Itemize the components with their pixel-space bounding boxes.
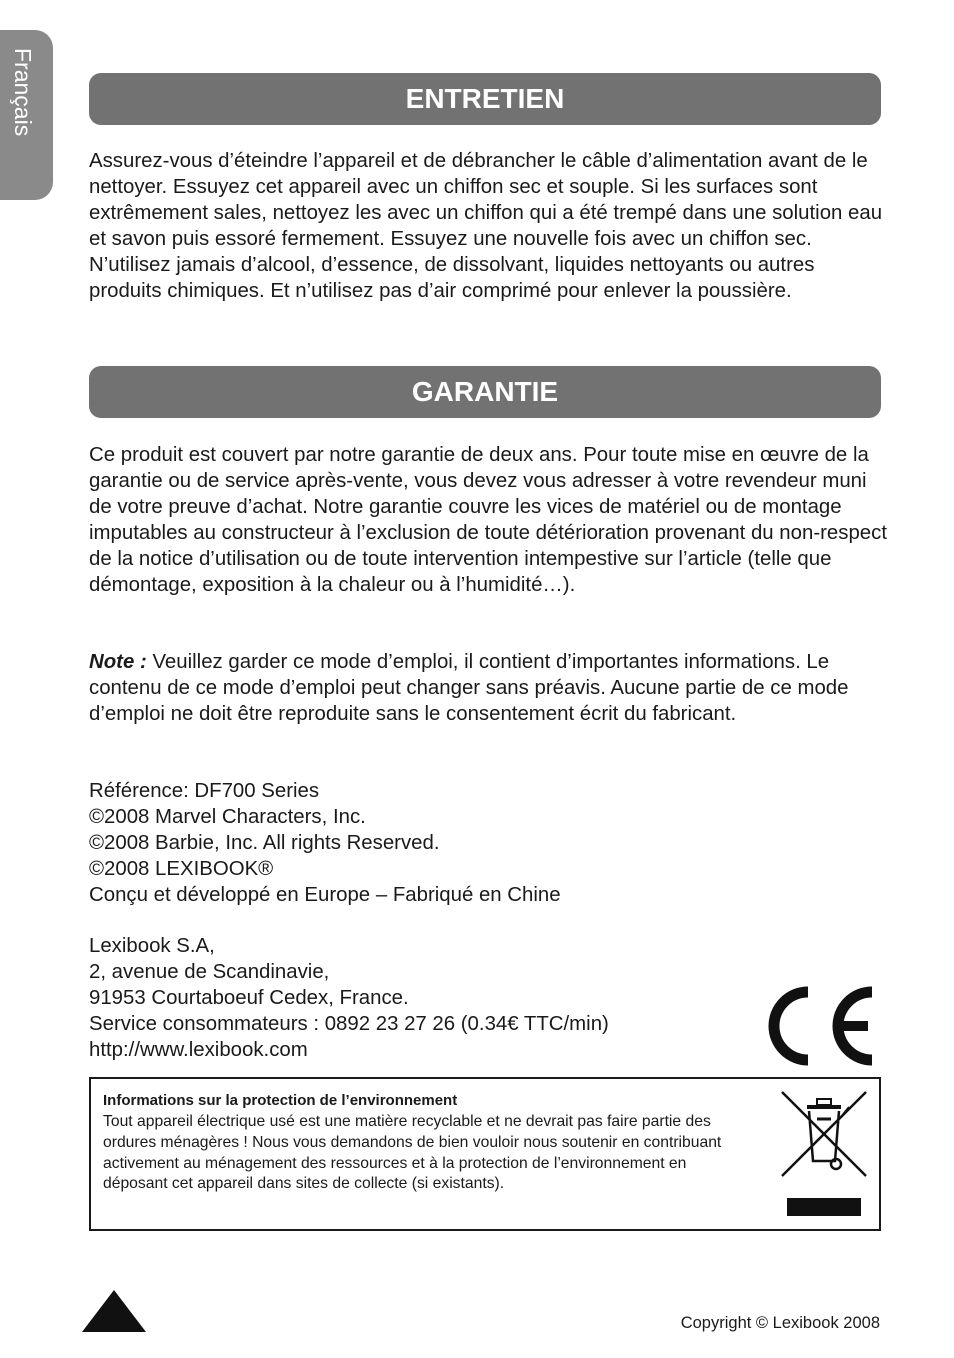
copyright-text: Copyright © Lexibook 2008 <box>680 1314 880 1332</box>
address-line: Lexibook S.A, <box>89 935 215 957</box>
environment-info-box <box>89 1077 881 1231</box>
section-header-garantie <box>89 366 881 418</box>
garantie-body: Ce produit est couvert par notre garantie de deux ans. Pour toute mise en œuvre de la garantie ou de service après-vente, vous devez vous adresser à votre revendeur muni de votre preuve d’achat. Notre garantie couvre les vices de matériel ou de montage imputables au constructeur à l’exclusion de toute détérioration provenant du non-respect de la notice d’utilisation ou de toute intervention intempestive sur l’article (telle que démontage, exposition à la chaleur ou à l’humidité…). <box>89 444 887 596</box>
section-header-entretien <box>89 73 881 125</box>
address-line: 2, avenue de Scandinavie, <box>89 961 330 983</box>
ce-mark-icon <box>764 986 876 1066</box>
note-label: Note : <box>89 651 147 673</box>
section-title-entretien: ENTRETIEN <box>405 83 565 114</box>
crossed-out-bin-icon <box>779 1089 869 1179</box>
reference-line: ©2008 LEXIBOOK® <box>89 858 274 880</box>
separate-collection-bar <box>787 1198 861 1216</box>
reference-block <box>89 778 769 908</box>
note-text: Veuillez garder ce mode d’emploi, il contient d’importantes informations. Le contenu de ce mode d’emploi peut changer sans préavis. Aucune partie de ce mode d’emploi ne doit être reproduite sans le consentement écrit du fabricant. <box>89 651 849 725</box>
environment-title: Informations sur la protection de l’environnement <box>103 1092 458 1109</box>
language-tab-label: Français <box>10 48 36 137</box>
note-paragraph <box>89 649 889 727</box>
reference-line: Référence: DF700 Series <box>89 780 320 802</box>
reference-line: Conçu et développé en Europe – Fabriqué en Chine <box>89 884 561 906</box>
language-tab <box>0 30 53 200</box>
website-link[interactable]: http://www.lexibook.com <box>89 1039 308 1061</box>
entretien-body: Assurez-vous d’éteindre l’appareil et de débrancher le câble d’alimentation avant de le nettoyer. Essuyez cet appareil avec un chiffon sec et souple. Si les surfaces sont extrêmement sales, nettoyez les avec un chiffon qui a été trempé dans une solution eau et savon puis essoré fermement. Essuyez une nouvelle fois avec un chiffon sec. N’utilisez jamais d’alcool, d’essence, de dissolvant, liquides nettoyants ou autres produits chimiques. Et n’utilisez pas d’air comprimé pour enlever la poussière. <box>89 150 883 302</box>
page-number: 10 <box>104 1309 124 1328</box>
address-line: 91953 Courtaboeuf Cedex, France. <box>89 987 409 1009</box>
environment-text: Tout appareil électrique usé est une matière recyclable et ne devrait pas faire partie des ordures ménagères ! Nous vous demandons de bien vouloir nous soutenir en contribuant activement au ménagement des ressources et à la protection de l’environnement en déposant cet appareil dans sites de collecte (si existants). <box>103 1113 722 1193</box>
reference-line: ©2008 Barbie, Inc. All rights Reserved. <box>89 832 440 854</box>
address-line: Service consommateurs : 0892 23 27 26 (0.34€ TTC/min) <box>89 1013 609 1035</box>
address-block <box>89 933 769 1063</box>
section-title-garantie: GARANTIE <box>411 376 559 407</box>
reference-line: ©2008 Marvel Characters, Inc. <box>89 806 366 828</box>
